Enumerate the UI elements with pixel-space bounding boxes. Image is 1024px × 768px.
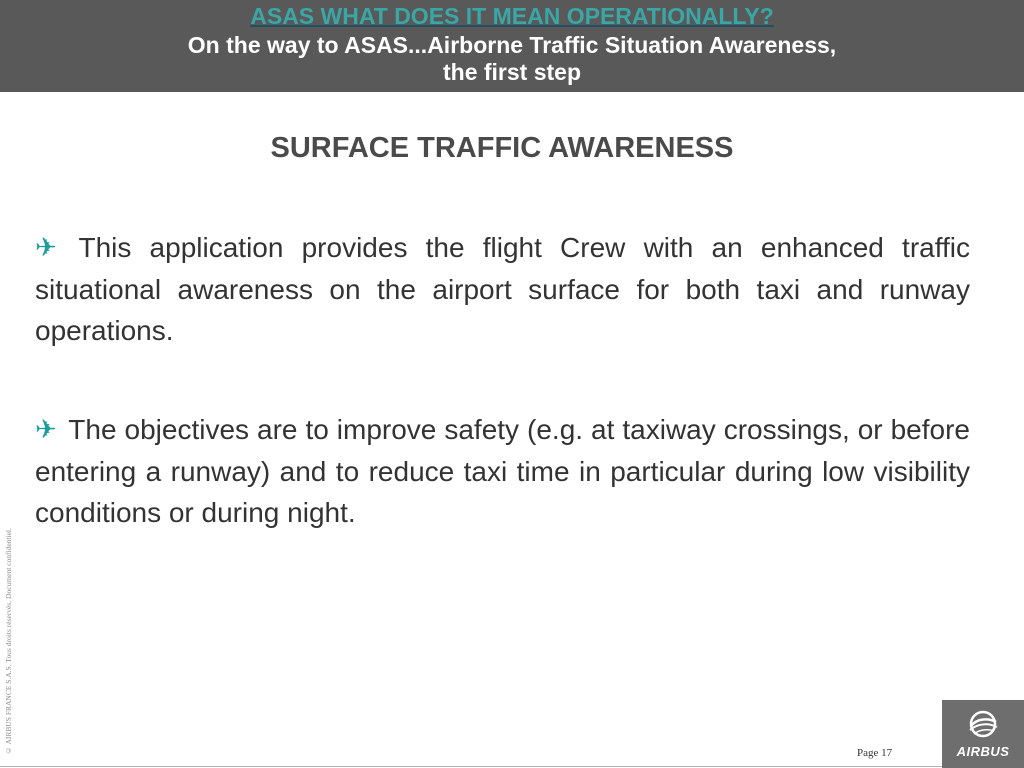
bullet-item bbox=[35, 227, 970, 351]
header-title: ASAS WHAT DOES IT MEAN OPERATIONALLY? bbox=[250, 3, 774, 29]
bullet-text: This application provides the flight Crew with an enhanced traffic situational awareness on the airport surface for both taxi and runway operations. bbox=[35, 232, 971, 346]
bullet-text: The objectives are to improve safety (e.g. at taxiway crossings, or before entering a runway) and to reduce taxi time in particular during low visibility conditions or during night. bbox=[35, 414, 971, 528]
airbus-logo bbox=[942, 700, 1024, 768]
footer-divider bbox=[0, 766, 942, 767]
header-subtitle-line2: the first step bbox=[442, 59, 582, 85]
header-band bbox=[0, 0, 1024, 92]
airbus-logo-mark-icon bbox=[965, 709, 1001, 739]
airbus-logo-text: AIRBUS bbox=[956, 744, 1010, 759]
bullet-item bbox=[35, 409, 970, 533]
page-number: Page 17 bbox=[857, 747, 893, 759]
airplane-icon: ✈ bbox=[35, 414, 57, 444]
bullet-list bbox=[35, 227, 970, 591]
copyright-notice: © AIRBUS FRANCE S.A.S. Tous droits réservés. Document confidentiel. bbox=[4, 528, 13, 755]
slide-heading: SURFACE TRAFFIC AWARENESS bbox=[270, 132, 734, 164]
airplane-icon: ✈ bbox=[35, 232, 57, 262]
header-subtitle bbox=[0, 32, 1024, 86]
header-subtitle-line1: On the way to ASAS...Airborne Traffic Situation Awareness, bbox=[187, 32, 837, 58]
